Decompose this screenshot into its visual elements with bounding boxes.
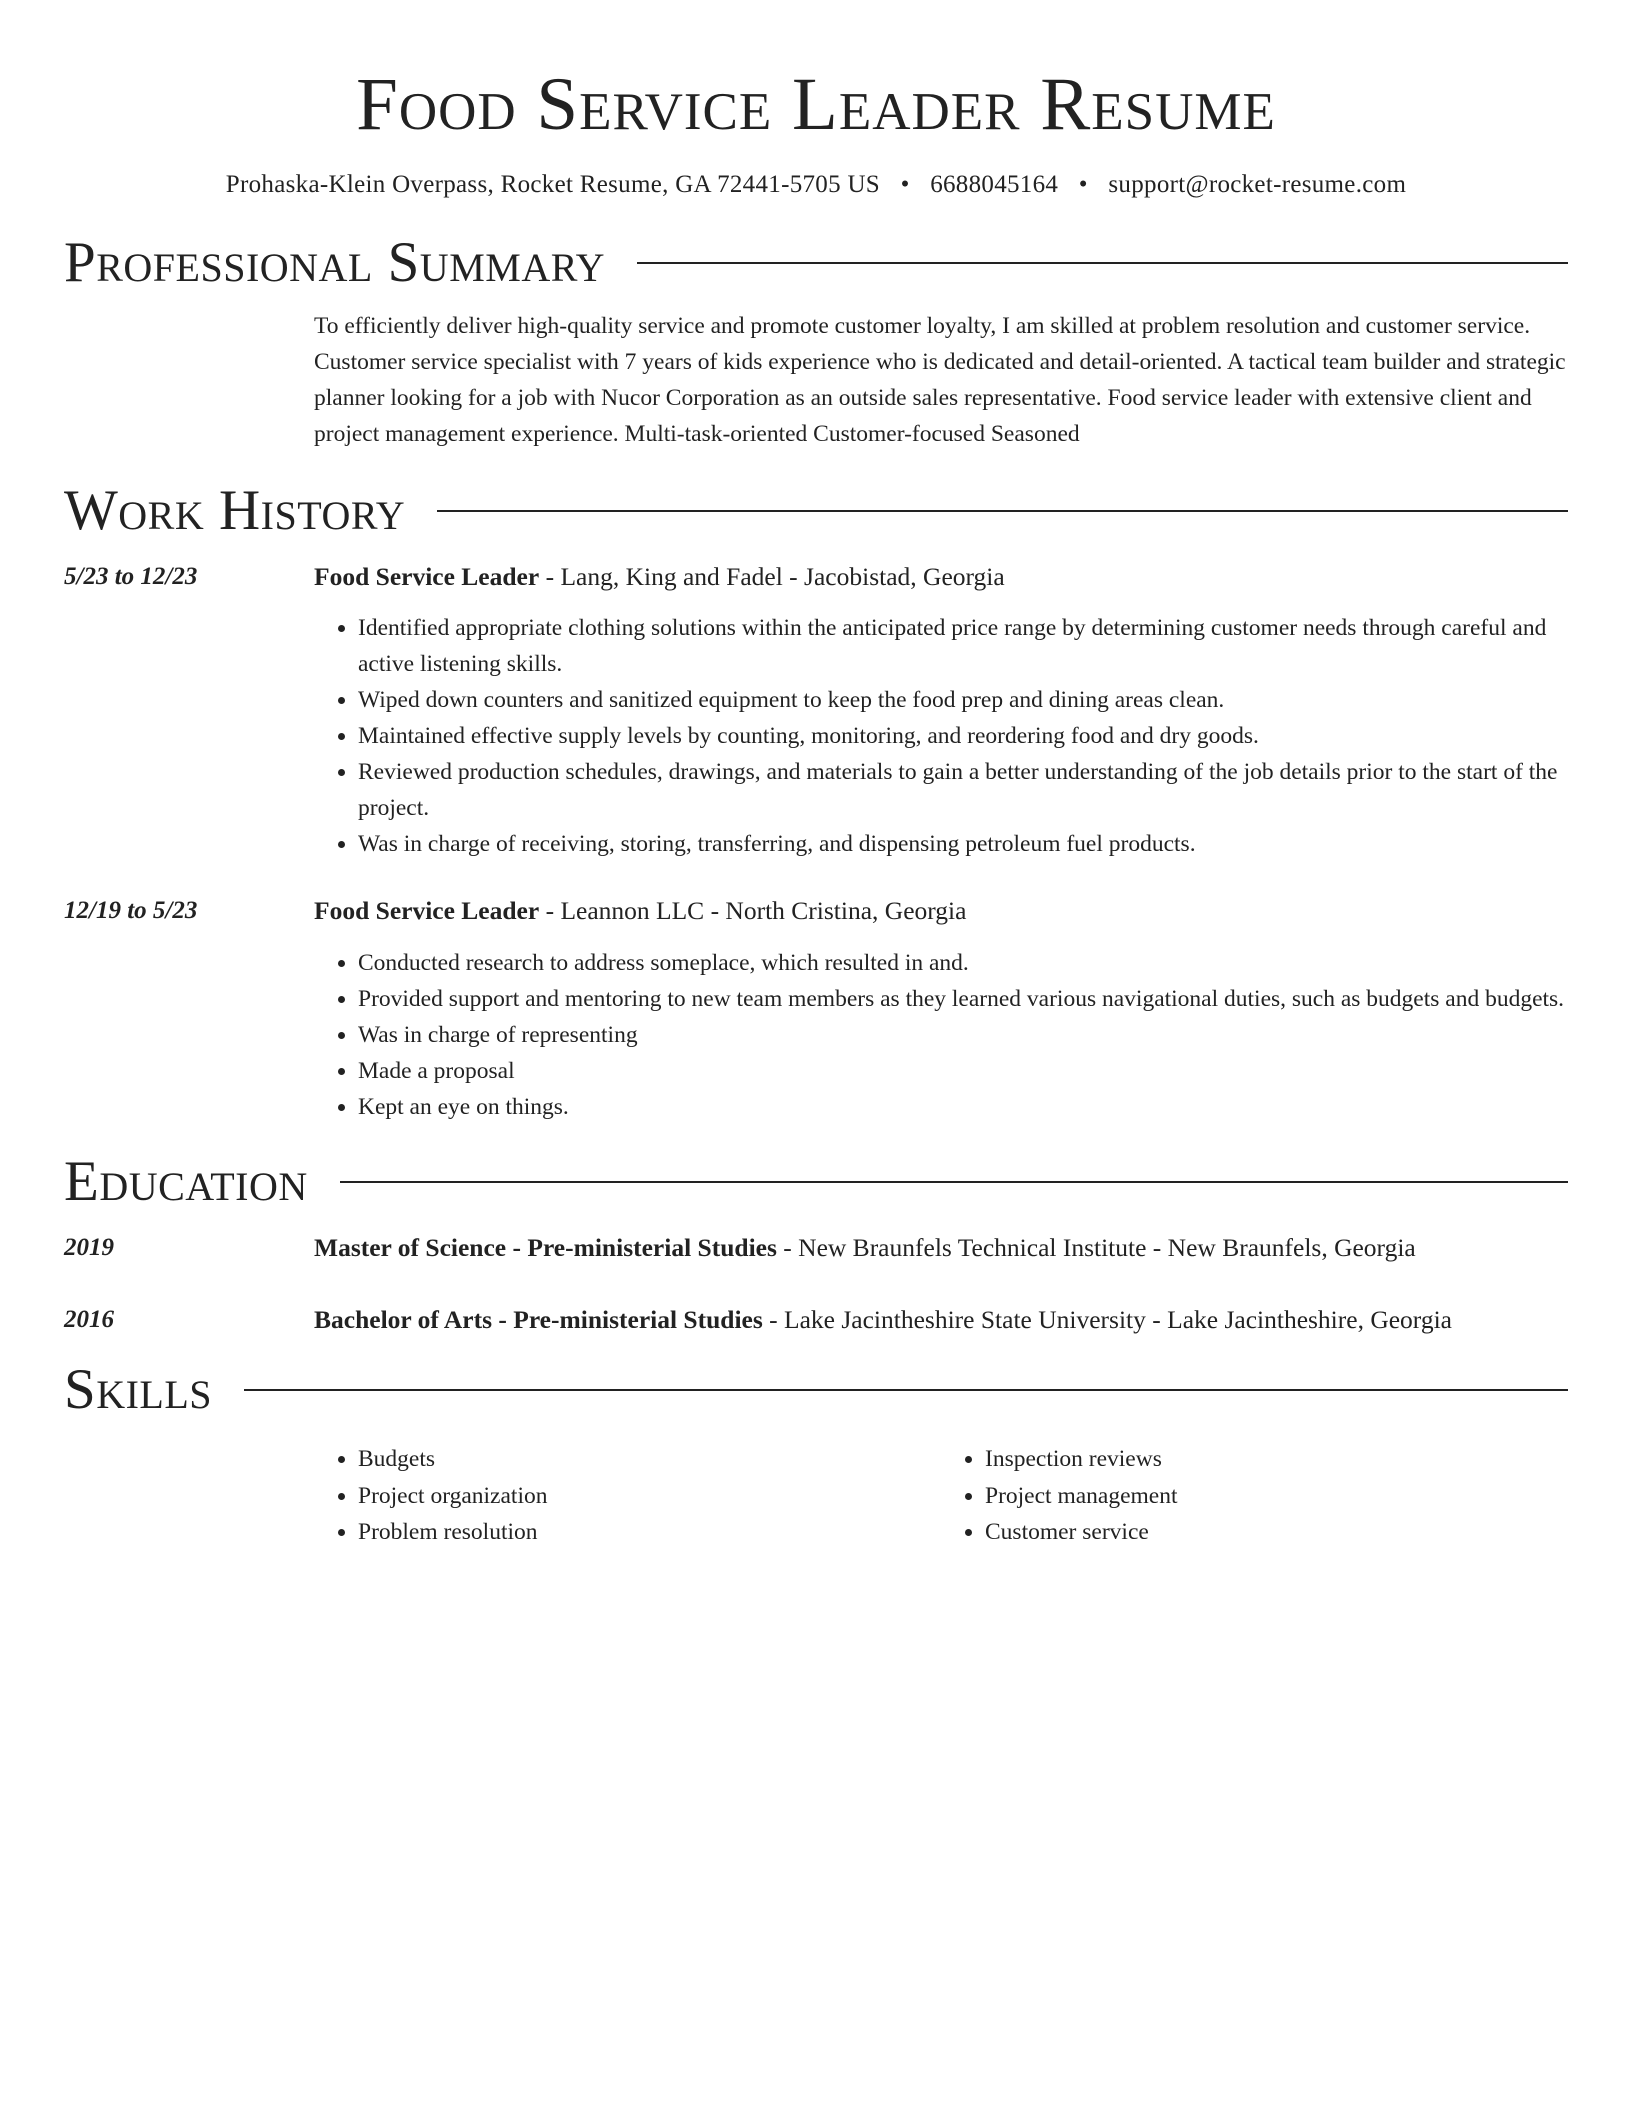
summary-heading: Professional Summary [64, 231, 606, 294]
separator-dot: • [900, 171, 910, 198]
section-divider [340, 1181, 1568, 1183]
skill-item: • Problem resolution [358, 1514, 941, 1551]
job-dates: 5/23 to 12/23 [64, 563, 198, 590]
school: - New Braunfels Technical Institute - New Braunfels, Georgia [776, 1233, 1416, 1262]
education-details [314, 1303, 1568, 1337]
job-employer: - Lang, King and Fadel - Jacobistad, Georgia [539, 562, 1005, 591]
section-divider [637, 262, 1568, 264]
separator-dot: • [1078, 171, 1088, 198]
work-section-heading [64, 478, 1568, 544]
school: - Lake Jacintheshire State University - Lake Jacintheshire, Georgia [762, 1305, 1452, 1334]
list-item: • Was in charge of receiving, storing, transferring, and dispensing petroleum fuel products. [358, 826, 1568, 862]
skills-list [314, 1441, 1568, 1551]
skills-column-right [941, 1441, 1568, 1551]
summary-text: To efficiently deliver high-quality service and promote customer loyalty, I am skilled at problem resolution and customer service. Customer service specialist with 7 years of kids experience who is dedicated and detail-oriented. A tactical team builder and strategic planner looking for a job with Nucor Corporation as an outside sales representative. Food service leader with extensive client and project management experience. Multi-task-oriented Customer-focused Seasoned [314, 313, 1566, 447]
skills-column-left [314, 1441, 941, 1551]
education-year: 2016 [64, 1306, 114, 1333]
page-title: Food Service Leader Resume [356, 63, 1276, 146]
list-item: • Was in charge of representing [358, 1017, 1568, 1053]
education-year: 2019 [64, 1234, 114, 1261]
skill-item: • Inspection reviews [985, 1441, 1568, 1478]
address: Prohaska-Klein Overpass, Rocket Resume, GA 72441-5705 US [225, 171, 881, 198]
summary-section-heading [64, 230, 1568, 296]
list-item: • Made a proposal [358, 1053, 1568, 1089]
list-item: • Maintained effective supply levels by counting, monitoring, and reordering food and dry goods. [358, 718, 1568, 754]
education-section-heading [64, 1149, 1568, 1215]
list-item: • Provided support and mentoring to new team members as they learned various navigational duties, such as budgets and budgets. [358, 981, 1568, 1017]
job-heading [314, 894, 1568, 928]
job-entry [64, 560, 1568, 862]
job-title: Food Service Leader [314, 562, 540, 591]
skill-item: • Customer service [985, 1514, 1568, 1551]
skills-heading: Skills [64, 1358, 213, 1421]
email: support@rocket-resume.com [1108, 171, 1407, 198]
job-bullets [314, 610, 1568, 862]
work-heading: Work History [64, 479, 406, 542]
list-item: • Kept an eye on things. [358, 1089, 1568, 1125]
degree: Bachelor of Arts - Pre-ministerial Studies [314, 1305, 763, 1334]
job-bullets [314, 945, 1568, 1125]
education-entry [64, 1231, 1568, 1265]
skills-section-heading [64, 1357, 1568, 1423]
section-divider [244, 1389, 1568, 1391]
list-item: • Identified appropriate clothing solutions within the anticipated price range by determining customer needs through careful and active listening skills. [358, 610, 1568, 682]
education-heading: Education [64, 1150, 308, 1213]
phone: 6688045164 [930, 171, 1059, 198]
skill-item: • Budgets [358, 1441, 941, 1478]
skill-item: • Project organization [358, 1478, 941, 1515]
list-item: • Reviewed production schedules, drawings, and materials to gain a better understanding of the job details prior to the start of the project. [358, 754, 1568, 826]
job-dates: 12/19 to 5/23 [64, 897, 198, 924]
degree: Master of Science - Pre-ministerial Studies [314, 1233, 777, 1262]
education-entry [64, 1303, 1568, 1337]
list-item: • Wiped down counters and sanitized equipment to keep the food prep and dining areas clean. [358, 682, 1568, 718]
list-item: • Conducted research to address someplace, which resulted in and. [358, 945, 1568, 981]
skill-item: • Project management [985, 1478, 1568, 1515]
job-entry [64, 894, 1568, 1125]
section-divider [437, 510, 1568, 512]
contact-line [64, 168, 1568, 202]
job-details [314, 894, 1568, 1125]
job-employer: - Leannon LLC - North Cristina, Georgia [539, 896, 967, 925]
education-details [314, 1231, 1568, 1265]
job-title: Food Service Leader [314, 896, 540, 925]
job-details [314, 560, 1568, 862]
job-heading [314, 560, 1568, 594]
